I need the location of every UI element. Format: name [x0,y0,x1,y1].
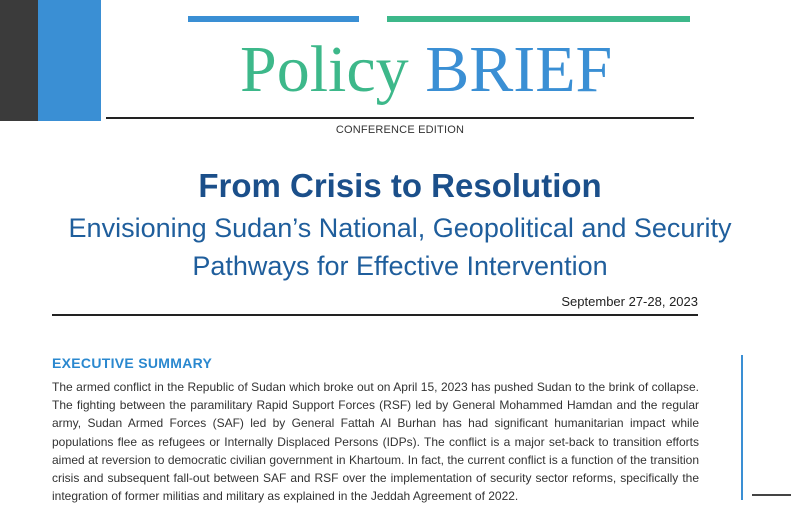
date-rule [52,314,698,316]
conference-date: September 27-28, 2023 [561,294,698,309]
edition-label: CONFERENCE EDITION [335,124,465,136]
header-blue-bar [188,16,359,22]
page-subtitle: Envisioning Sudan’s National, Geopolitical and Security Pathways for Effective Intervention [68,213,732,281]
header-rule [106,117,694,119]
page-title: From Crisis to Resolution [198,167,602,204]
masthead-word-policy: Policy [240,33,409,106]
sidebar-accent-line [741,355,743,500]
executive-summary-text: The armed conflict in the Republic of Sudan which broke out on April 15, 2023 has pushed Sudan to the brink of collapse. The fighting between the paramilitary Rapid Support Forces (RSF) led by General Mohammed Hamdan and the regular army, Sudan Armed Forces (SAF) led by General Fattah Al Burhan has had significant humanitarian impact while populations flee as refugees or Internally Displaced Persons (IDPs). The conflict is a major set-back to transition efforts aimed at reversion to democratic civilian government in Khartoum. In fact, the current conflict is a function of the transition crisis and subsequent fall-out between SAF and RSF over the implementation of security sector reforms, specifically the integration of former militias and military as explained in the Jeddah Agreement of 2022. [52,380,699,504]
cover-dark-block [0,0,38,121]
masthead-word-brief: BRIEF [425,33,613,106]
header-green-bar [387,16,690,22]
policy-brief-masthead [240,34,640,106]
cover-blue-block [38,0,101,121]
sidebar-accent-rule [752,494,791,496]
executive-summary-heading: EXECUTIVE SUMMARY [52,355,213,371]
